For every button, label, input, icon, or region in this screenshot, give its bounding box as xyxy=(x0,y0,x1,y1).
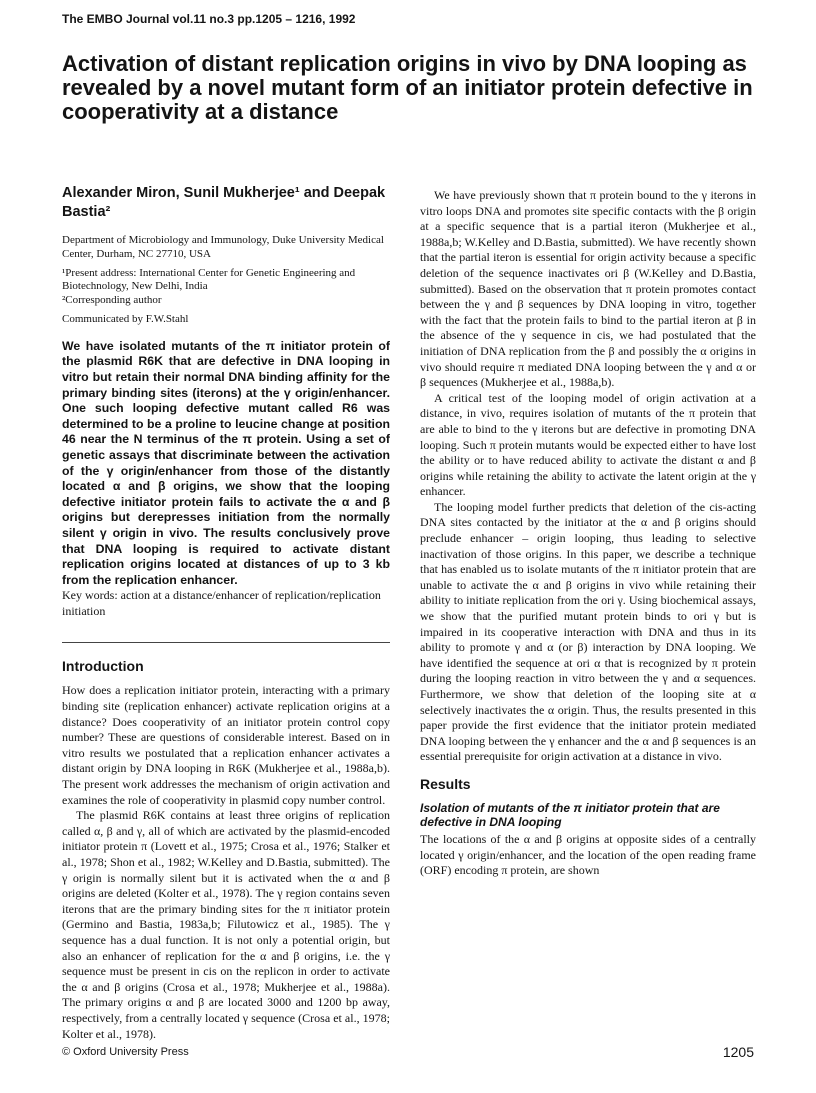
introduction-heading: Introduction xyxy=(62,658,144,675)
publisher-copyright: © Oxford University Press xyxy=(62,1046,189,1058)
intro-paragraph: A critical test of the looping model of origin activation at a distance, in vivo, requires isolation of mutants of the π protein that are able to bind to the γ iterons but are defective in promoting DNA looping. Such π protein mutants would be expected either to have lost the ability or to have reduced ability to activate the distant α and β origins while retaining the ability to activate the latent origin at the γ enhancer. xyxy=(420,390,756,499)
communicated-by: Communicated by F.W.Stahl xyxy=(62,312,189,325)
results-heading: Results xyxy=(420,775,471,792)
corresponding-author-note: ²Corresponding author xyxy=(62,294,162,307)
page-number: 1205 xyxy=(722,1044,754,1060)
abstract: We have isolated mutants of the π initiator protein of the plasmid R6K that are defective in DNA looping in vitro but retain their normal DNA binding affinity for the primary binding sites (iterons) at the γ origin/enhancer. One such looping defective mutant called R6 was determined to be a proline to leucine change at position 46 near the N terminus of the π protein. Using a set of genetic assays that discriminate between the activation of the γ origin/enhancer from those of the distantly located α and β origins, we show that the looping defective initiator protein fails to activate the α and β origins but derepresses initiation from the normally silent γ origin in vivo. The results conclusively prove that DNA looping is required to activate distant replication origins located at distances of up to 3 kb from the replication enhancer. xyxy=(62,338,390,587)
keywords: Key words: action at a distance/enhancer of replication/replication initiation xyxy=(62,588,381,618)
right-column xyxy=(420,188,756,879)
introduction-body xyxy=(62,683,390,1042)
intro-paragraph: We have previously shown that π protein bound to the γ iterons in vitro loops DNA and promotes site specific contacts with the β origin at a specific sequence that is a partial iteron (Mukherjee et al., 1988a,b; W.Kelley and D.Bastia, submitted). We have recently shown that the partial iteron is essential for origin activity because a specific deletion of the sequence inactivates ori β (W.Kelley and D.Bastia, submitted). Based on the observation that π protein promotes contact between the γ and β sequences by DNA looping in vitro, together with the fact that the protein fails to bind to the partial iteron at β in the absence of the γ sequence in cis, we had postulated that the initiation of DNA replication from the β and possibly the α origins in vivo should require π mediated DNA looping between the γ and α or β sequences (Mukherjee et al., 1988a,b). xyxy=(420,188,756,390)
intro-paragraph: How does a replication initiator protein, interacting with a primary binding site (replication enhancer) activate replication origins at a distance? Does cooperativity of an initiator protein control copy number? These are questions of considerable interest. Based on in vitro results we postulated that a replication enhancer activates a distant origin by DNA looping in R6K (Mukherjee et al., 1988a,b). The present work addresses the mechanism of origin activation and examines the role of cooperativity in plasmid copy number control. xyxy=(62,683,390,807)
intro-paragraph: The looping model further predicts that deletion of the cis-acting DNA sites contacted by the initiator at the α and β origins should preclude enhancer – origin looping, thus leading to selective inactivation of those origins. In this paper, we describe a technique that has enabled us to isolate mutants of the π initiator protein that are unable to activate the α and β origins in vivo while retaining their ability to initiate replication from the ori γ. Using biochemical assays, we show that the purified mutant protein binds to ori γ but is impaired in its cooperative interaction with DNA and thus in its ability to promote γ and α (or β) interaction by DNA looping. We have identified the sequence at ori α that is recognized by π protein during the looping reaction in vitro between the γ and α sequences. Furthermore, we show that deletion of the looping site at α selectively inactivates the α origin. Thus, the results presented in this paper provide the first evidence that the initiator protein mediated DNA looping between the γ enhancer and the α and β sequences is an essential prerequisite for origin activation at a distance in vivo. xyxy=(420,499,756,764)
section-divider xyxy=(62,642,390,643)
intro-paragraph: The plasmid R6K contains at least three origins of replication called α, β and γ, all of which are activated by the plasmid-encoded initiator protein π (Lovett et al., 1975; Crosa et al., 1976; Stalker et al., 1978; Shon et al., 1982; W.Kelley and D.Bastia, submitted). The γ origin is normally silent but it is activated when the α and β origins are deleted (Kolter et al., 1978). The γ region contains seven iterons that are the primary binding sites for the π initiator protein (Germino and Bastia, 1983a,b; Filutowicz et al., 1985). The γ sequence has a dual function. It is not only a potential origin, but also an enhancer of replication for the α and β origins, i.e. the γ sequence must be present in cis on the replicon in order to activate the α and β origins (Crosa et al., 1978; Mukherjee et al., 1988a). The primary origins α and β are located 3000 and 1200 bp away, respectively, from a centrally located γ sequence (Crosa et al., 1978; Kolter et al., 1978). xyxy=(62,808,390,1041)
article-title: Activation of distant replication origins in vivo by DNA looping as revealed by a novel mutant form of an initiator protein defective in cooperativity at a distance xyxy=(62,51,753,124)
results-subheading: Isolation of mutants of the π initiator protein that are defective in DNA looping xyxy=(420,800,720,830)
results-paragraph: The locations of the α and β origins at opposite sides of a centrally located γ origin/enhancer, and the location of the open reading frame (ORF) encoding π protein, are shown xyxy=(420,831,756,878)
author-list: Alexander Miron, Sunil Mukherjee¹ and Deepak Bastia² xyxy=(62,185,386,220)
journal-citation-line: The EMBO Journal vol.11 no.3 pp.1205 – 1216, 1992 xyxy=(62,12,356,26)
present-address-note: ¹Present address: International Center for Genetic Engineering and Biotechnology, New Delhi, India xyxy=(62,266,356,293)
left-column xyxy=(62,184,390,1042)
affiliation: Department of Microbiology and Immunology, Duke University Medical Center, Durham, NC 27710, USA xyxy=(62,234,384,260)
